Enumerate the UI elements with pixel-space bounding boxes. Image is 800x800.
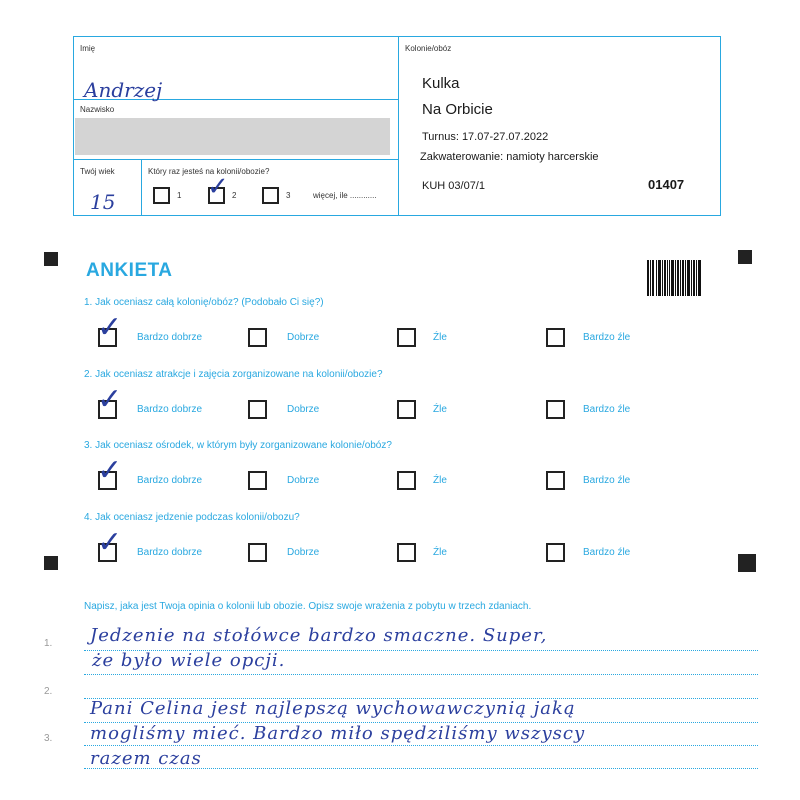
visit-2-label: 2: [232, 191, 237, 200]
q3-check-icon: ✓: [97, 453, 123, 488]
visit-3-checkbox[interactable]: [262, 187, 279, 204]
visit-1-checkbox[interactable]: [153, 187, 170, 204]
kolonie-subname: Na Orbicie: [422, 101, 493, 118]
q2-option-bardzo-zle: Bardzo źle: [583, 404, 631, 415]
q1-dobrze-checkbox[interactable]: [248, 328, 267, 347]
kolonie-code: KUH 03/07/1: [422, 180, 485, 192]
turnus: Turnus: 17.07-27.07.2022: [422, 131, 549, 143]
q2-option-dobrze: Dobrze: [287, 404, 320, 415]
q2-option-bardzo-dobrze: Bardzo dobrze: [137, 404, 203, 415]
visit-3-label: 3: [286, 191, 291, 200]
q3-bardzo-zle-checkbox[interactable]: [546, 471, 565, 490]
q1-option-zle: Źle: [433, 332, 447, 343]
wiek-value: 15: [90, 190, 116, 214]
ktory-raz-label: Który raz jesteś na kolonii/obozie?: [148, 167, 270, 176]
q4-option-zle: Źle: [433, 547, 447, 558]
kolonie-name: Kulka: [422, 75, 460, 92]
redacted-surname: [75, 118, 390, 155]
question-1: 1. Jak oceniasz całą kolonię/obóz? (Podobało Ci się?): [84, 297, 324, 308]
registration-marker: [44, 556, 58, 570]
line-number-1: 1.: [44, 638, 53, 649]
q3-dobrze-checkbox[interactable]: [248, 471, 267, 490]
form-number: 01407: [648, 177, 685, 192]
q4-option-dobrze: Dobrze: [287, 547, 320, 558]
registration-marker: [738, 554, 756, 572]
opinion-line-2: że było wiele opcji.: [92, 650, 286, 671]
q3-option-dobrze: Dobrze: [287, 475, 320, 486]
q4-option-bardzo-dobrze: Bardzo dobrze: [137, 547, 203, 558]
q3-option-bardzo-dobrze: Bardzo dobrze: [137, 475, 203, 486]
imie-value: Andrzej: [84, 78, 163, 102]
question-2: 2. Jak oceniasz atrakcje i zajęcia zorganizowane na kolonii/obozie?: [84, 369, 383, 380]
visit-1-label: 1: [177, 191, 182, 200]
q4-bardzo-zle-checkbox[interactable]: [546, 543, 565, 562]
q2-dobrze-checkbox[interactable]: [248, 400, 267, 419]
nazwisko-label: Nazwisko: [80, 105, 115, 114]
question-3: 3. Jak oceniasz ośrodek, w którym były zorganizowane kolonie/obóz?: [84, 440, 392, 451]
q1-check-icon: ✓: [97, 310, 123, 345]
q2-zle-checkbox[interactable]: [397, 400, 416, 419]
q1-bardzo-zle-checkbox[interactable]: [546, 328, 565, 347]
header-row-line: [73, 159, 398, 160]
barcode: [647, 260, 701, 296]
q2-check-icon: ✓: [97, 382, 123, 417]
kolonie-label: Kolonie/obóz: [405, 44, 452, 53]
q4-dobrze-checkbox[interactable]: [248, 543, 267, 562]
q1-option-bardzo-zle: Bardzo źle: [583, 332, 631, 343]
q2-option-zle: Źle: [433, 404, 447, 415]
writing-line: [84, 745, 758, 746]
wiecej-label: więcej, ile ............: [313, 191, 377, 200]
imie-label: Imię: [80, 44, 96, 53]
survey-title: ANKIETA: [86, 260, 173, 281]
question-4: 4. Jak oceniasz jedzenie podczas kolonii/obozu?: [84, 512, 300, 523]
wiek-label: Twój wiek: [80, 167, 115, 176]
q3-zle-checkbox[interactable]: [397, 471, 416, 490]
zakwaterowanie: Zakwaterowanie: namioty harcerskie: [420, 151, 599, 163]
line-number-2: 2.: [44, 686, 53, 697]
q2-bardzo-zle-checkbox[interactable]: [546, 400, 565, 419]
line-number-3: 3.: [44, 733, 53, 744]
opinion-line-3: Pani Celina jest najlepszą wychowawczynią jaką: [90, 698, 576, 719]
writing-line: [84, 674, 758, 675]
header-cell-divider: [141, 159, 142, 216]
q3-option-zle: Źle: [433, 475, 447, 486]
q3-option-bardzo-zle: Bardzo źle: [583, 475, 631, 486]
visit-2-check-icon: ✓: [207, 172, 229, 202]
q1-option-bardzo-dobrze: Bardzo dobrze: [137, 332, 203, 343]
q1-option-dobrze: Dobrze: [287, 332, 320, 343]
q4-zle-checkbox[interactable]: [397, 543, 416, 562]
opinion-line-4: mogliśmy mieć. Bardzo miło spędziliśmy wszyscy: [90, 723, 586, 744]
q4-check-icon: ✓: [97, 525, 123, 560]
opinion-line-1: Jedzenie na stołówce bardzo smaczne. Super,: [90, 625, 548, 646]
registration-marker: [44, 252, 58, 266]
q1-zle-checkbox[interactable]: [397, 328, 416, 347]
opinion-line-5: razem czas: [90, 748, 202, 769]
q4-option-bardzo-zle: Bardzo źle: [583, 547, 631, 558]
registration-marker: [738, 250, 752, 264]
opinion-prompt: Napisz, jaka jest Twoja opinia o kolonii lub obozie. Opisz swoje wrażenia z pobytu w trzech zdaniach.: [84, 601, 532, 612]
header-divider: [398, 36, 399, 216]
